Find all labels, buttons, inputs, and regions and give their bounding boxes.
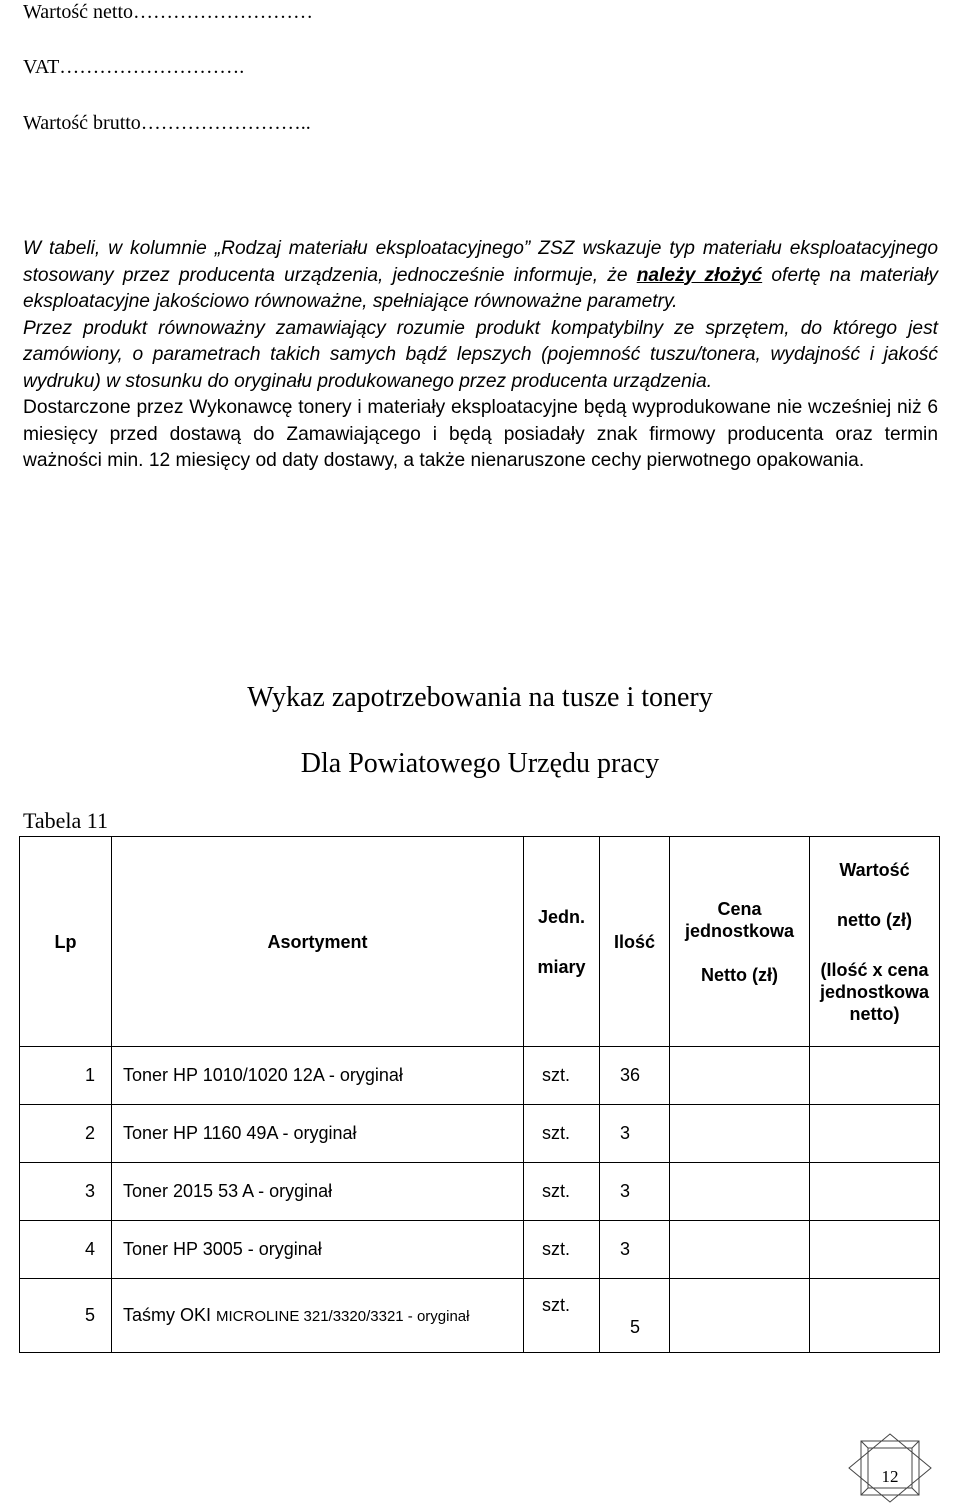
summary-netto: Wartość netto……………………… <box>23 1 314 23</box>
header-unit <box>524 837 600 1047</box>
cell-value[interactable] <box>810 1221 940 1279</box>
cell-name: Toner HP 1010/1020 12A - oryginał <box>112 1047 524 1105</box>
cell-price[interactable] <box>670 1221 810 1279</box>
cell-lp: 3 <box>20 1163 112 1221</box>
cell-value[interactable] <box>810 1105 940 1163</box>
header-price-line3: Netto (zł) <box>701 964 778 985</box>
cell-unit: szt. <box>524 1221 600 1279</box>
cell-lp: 5 <box>20 1279 112 1353</box>
cell-name: Toner HP 3005 - oryginał <box>112 1221 524 1279</box>
cell-quantity: 3 <box>600 1163 670 1221</box>
cell-unit: szt. <box>524 1105 600 1163</box>
body-text <box>23 236 938 475</box>
cell-quantity: 36 <box>600 1047 670 1105</box>
cell-lp: 4 <box>20 1221 112 1279</box>
cell-name: Toner HP 1160 49A - oryginał <box>112 1105 524 1163</box>
cell-unit: szt. <box>524 1163 600 1221</box>
paragraph-delivery-conditions: Dostarczone przez Wykonawcę tonery i materiały eksploatacyjne będą wyprodukowane nie wcześniej niż 6 miesięcy przed dostawą do Zamawiającego i będą posiadały znak firmowy producenta oraz termin ważności min. 12 miesięcy od daty dostawy, a także nienaruszone cechy pierwotnego opakowania. <box>23 397 938 471</box>
header-lp: Lp <box>20 837 112 1047</box>
page-number-badge <box>848 1433 932 1503</box>
cell-quantity: 3 <box>600 1105 670 1163</box>
table-row <box>20 1047 940 1105</box>
cell-lp: 2 <box>20 1105 112 1163</box>
header-unit-line1: Jedn. <box>537 906 585 927</box>
cell-name-part1: Taśmy OKI <box>123 1305 217 1325</box>
header-unit-line2: miary <box>537 956 586 977</box>
cell-lp: 1 <box>20 1047 112 1105</box>
cell-price[interactable] <box>670 1105 810 1163</box>
header-value-line1: Wartość <box>839 859 910 880</box>
cell-quantity: 3 <box>600 1221 670 1279</box>
table-header-row <box>20 837 940 1047</box>
cell-price[interactable] <box>670 1279 810 1353</box>
table-label: Tabela 11 <box>23 808 108 833</box>
paragraph-equivalent-materials <box>23 236 938 316</box>
header-value-line3: (Ilość x cena <box>820 959 929 980</box>
page-subtitle: Dla Powiatowego Urzędu pracy <box>300 748 660 779</box>
cell-name: Toner 2015 53 A - oryginał <box>112 1163 524 1221</box>
header-price-line2: jednostkowa <box>684 920 795 941</box>
cell-value[interactable] <box>810 1047 940 1105</box>
header-value-line4: jednostkowa <box>819 981 930 1002</box>
cell-value[interactable] <box>810 1163 940 1221</box>
table-row <box>20 1221 940 1279</box>
header-net-value <box>810 837 940 1047</box>
cell-quantity: 5 <box>600 1279 670 1353</box>
cell-price[interactable] <box>670 1047 810 1105</box>
header-value-line5: netto) <box>849 1003 900 1024</box>
cell-price[interactable] <box>670 1163 810 1221</box>
header-value-line2: netto (zł) <box>837 909 912 930</box>
cell-unit: szt. <box>524 1047 600 1105</box>
paragraph1-part1: W tabeli, w kolumnie „Rodzaj materiału eksploatacyjnego” ZSZ wskazuje typ materiału eksploatacyjnego stosowany przez producenta urządzenia, jednocześnie informuje, że <box>23 238 938 286</box>
cell-name-part2: MICROLINE 321/3320/3321 - oryginał <box>216 1308 470 1325</box>
table-row <box>20 1163 940 1221</box>
paragraph1-part2: ofertę na materiały eksploatacyjne jakościowo równoważne, spełniające równoważne parametry. <box>23 264 938 312</box>
cell-unit: szt. <box>524 1279 600 1353</box>
page-title: Wykaz zapotrzebowania na tusze i tonery <box>247 682 713 713</box>
header-price-line1: Cena <box>717 898 762 919</box>
cell-value[interactable] <box>810 1279 940 1353</box>
cell-name <box>112 1279 524 1353</box>
header-quantity: Ilość <box>600 837 670 1047</box>
paragraph1-emphasis: należy złożyć <box>636 264 763 286</box>
page-number: 12 <box>881 1467 899 1486</box>
table-row <box>20 1279 940 1353</box>
paragraph-equivalent-product: Przez produkt równoważny zamawiający rozumie produkt kompatybilny ze sprzętem, do którego jest zamówiony, o parametrach takich samych bądź lepszych (pojemność tuszu/tonera, wydajność i jakość wydruku) w stosunku do oryginału produkowanego przez producenta urządzenia. <box>23 317 938 392</box>
table-row <box>20 1105 940 1163</box>
summary-vat: VAT………………………. <box>23 56 245 78</box>
supply-table <box>19 836 940 1353</box>
header-unit-price <box>670 837 810 1047</box>
header-asortyment: Asortyment <box>112 837 524 1047</box>
summary-brutto: Wartość brutto…………………….. <box>23 112 311 134</box>
